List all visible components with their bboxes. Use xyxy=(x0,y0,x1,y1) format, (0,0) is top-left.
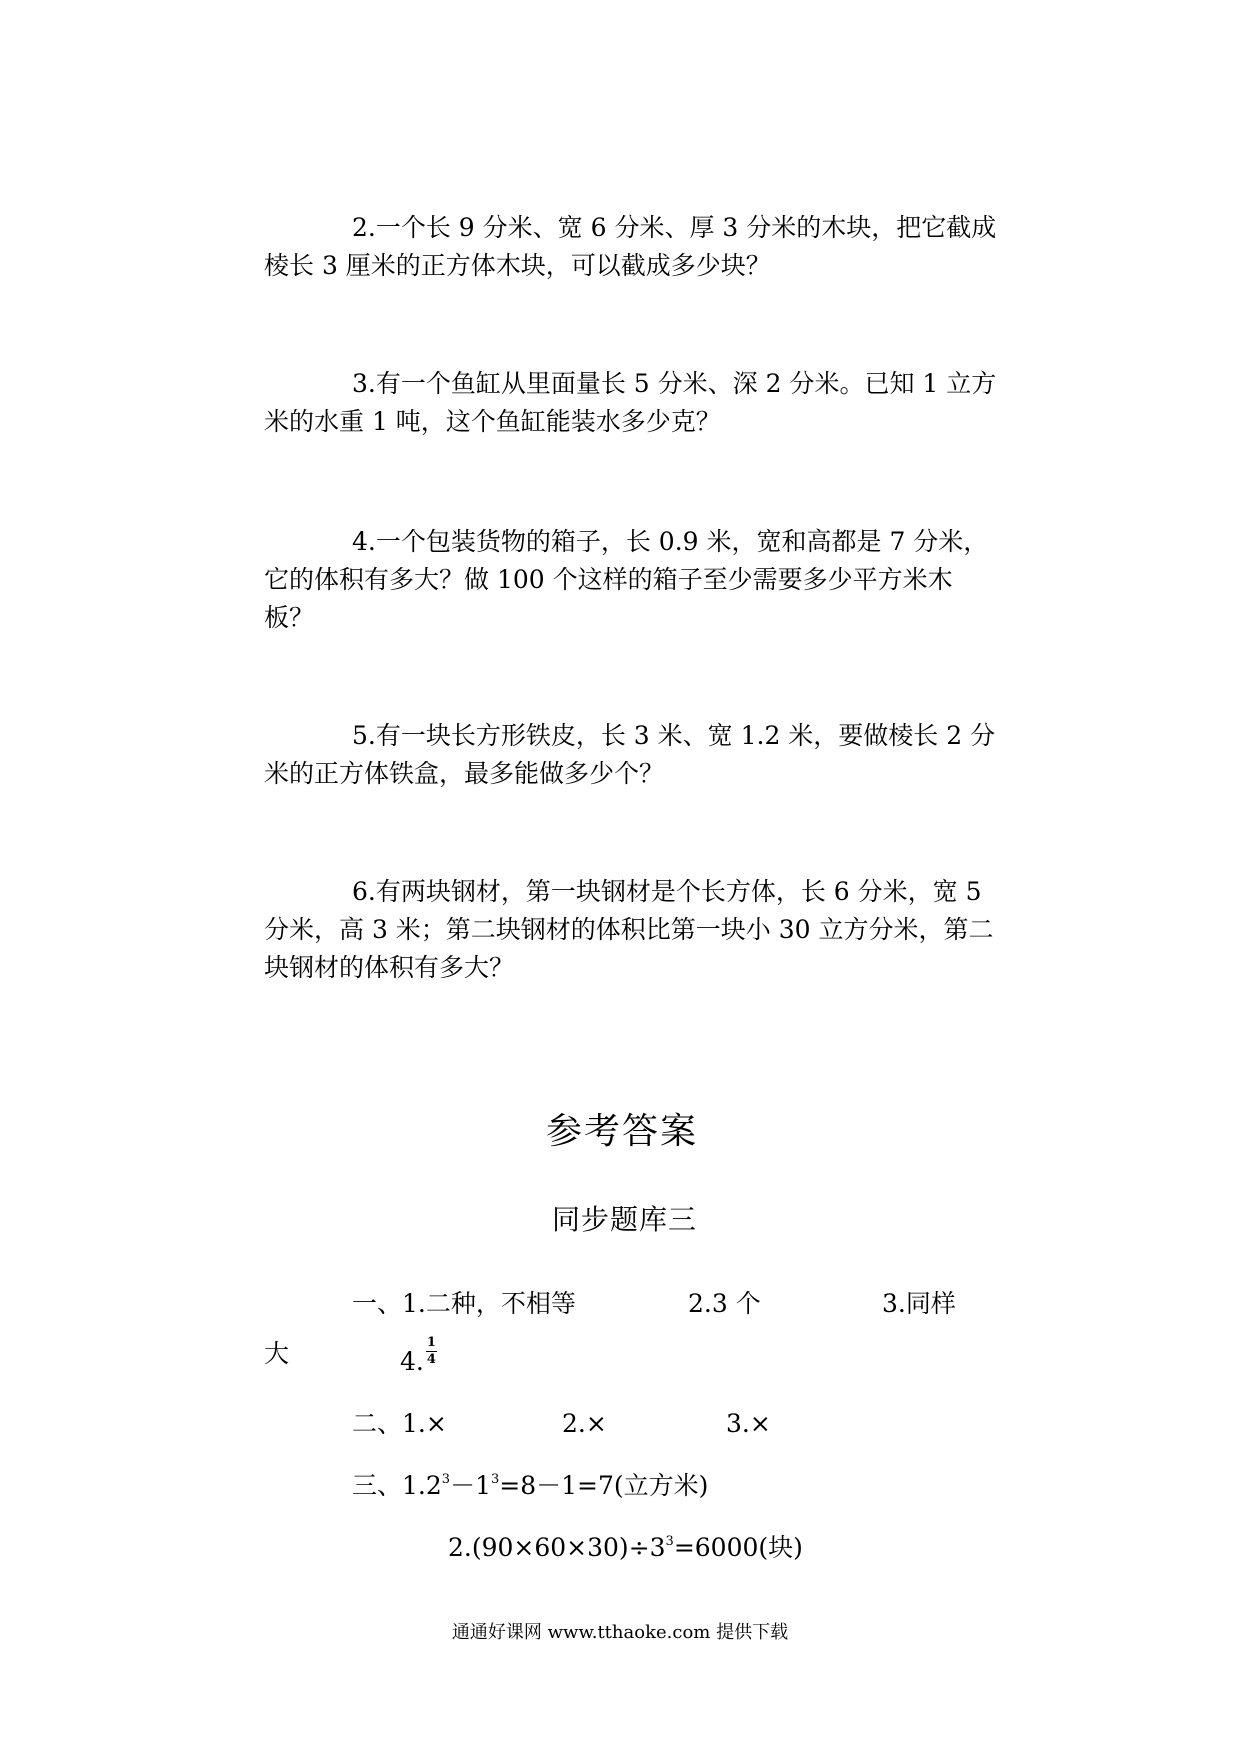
question-5-line-2: 米的正方体铁盒，最多能做多少个？ xyxy=(264,759,665,788)
answer-part-1-label-text: 一、 xyxy=(352,1289,403,1318)
answer-part-2-item-2: 2.× xyxy=(562,1409,607,1438)
answer-part-1-item-3: 3.同样 xyxy=(882,1289,956,1318)
answer-part-2-item-1: 1.× xyxy=(402,1409,447,1438)
answer-part-1-label xyxy=(352,1286,576,1322)
answers-subheading: 同步题库三 xyxy=(552,1203,698,1236)
answer-part-2-line xyxy=(352,1406,447,1442)
exponent: 3 xyxy=(665,1534,674,1549)
question-6-line-1: 6.有两块钢材，第一块钢材是个长方体，长 6 分米，宽 5 xyxy=(352,877,982,906)
fraction-one-quarter xyxy=(426,1336,437,1367)
question-6-line-3: 块钢材的体积有多大？ xyxy=(264,953,515,982)
answer-part-3-item-1 xyxy=(352,1468,708,1504)
answer-part-1-item-3-continued: 大 xyxy=(264,1339,290,1368)
question-4-line-2: 它的体积有多大？做 100 个这样的箱子至少需要多少平方米木 xyxy=(264,565,953,594)
answer-part-3-item-2-b: =6000(块) xyxy=(673,1533,803,1562)
answer-part-1-item-4 xyxy=(400,1336,437,1380)
question-3-line-2: 米的水重 1 吨，这个鱼缸能装水多少克？ xyxy=(264,407,721,436)
question-3-line-1: 3.有一个鱼缸从里面量长 5 分米、深 2 分米。已知 1 立方 xyxy=(352,369,997,398)
question-6-line-2: 分米，高 3 米；第二块钢材的体积比第一块小 30 立方分米，第二 xyxy=(264,915,994,944)
answer-part-3-item-1-a: 1.2 xyxy=(402,1471,442,1500)
answer-part-2-item-3: 3.× xyxy=(726,1409,771,1438)
answer-part-2-label: 二、 xyxy=(352,1409,403,1438)
answer-part-1-item-1: 1.二种，不相等 xyxy=(402,1289,576,1318)
answers-heading: 参考答案 xyxy=(546,1111,699,1152)
answer-part-1-item-4-prefix: 4. xyxy=(400,1347,424,1376)
question-4-line-1: 4.一个包装货物的箱子，长 0.9 米，宽和高都是 7 分米， xyxy=(352,527,989,556)
page-footer: 通通好课网 www.tthaoke.com 提供下载 xyxy=(451,1622,789,1643)
exponent: 3 xyxy=(490,1472,500,1487)
exponent: 3 xyxy=(441,1472,451,1487)
answer-part-3-item-2-a: 2.(90×60×30)÷3 xyxy=(448,1533,666,1562)
question-2-line-2: 棱长 3 厘米的正方体木块，可以截成多少块？ xyxy=(264,251,771,280)
answer-part-3-item-1-c: =8－1=7(立方米) xyxy=(499,1471,709,1500)
answer-part-3-label: 三、 xyxy=(352,1471,403,1500)
question-4-line-3: 板？ xyxy=(264,603,315,632)
fraction-denominator: 4 xyxy=(426,1352,436,1367)
question-5-line-1: 5.有一块长方形铁皮，长 3 米、宽 1.2 米，要做棱长 2 分 xyxy=(352,721,996,750)
answer-part-1-item-2: 2.3 个 xyxy=(688,1289,761,1318)
fraction-numerator: 1 xyxy=(426,1335,436,1350)
answer-part-3-item-2 xyxy=(448,1530,803,1566)
answer-part-3-item-1-b: －1 xyxy=(450,1471,491,1500)
question-2-line-1: 2.一个长 9 分米、宽 6 分米、厚 3 分米的木块，把它截成 xyxy=(352,213,997,242)
